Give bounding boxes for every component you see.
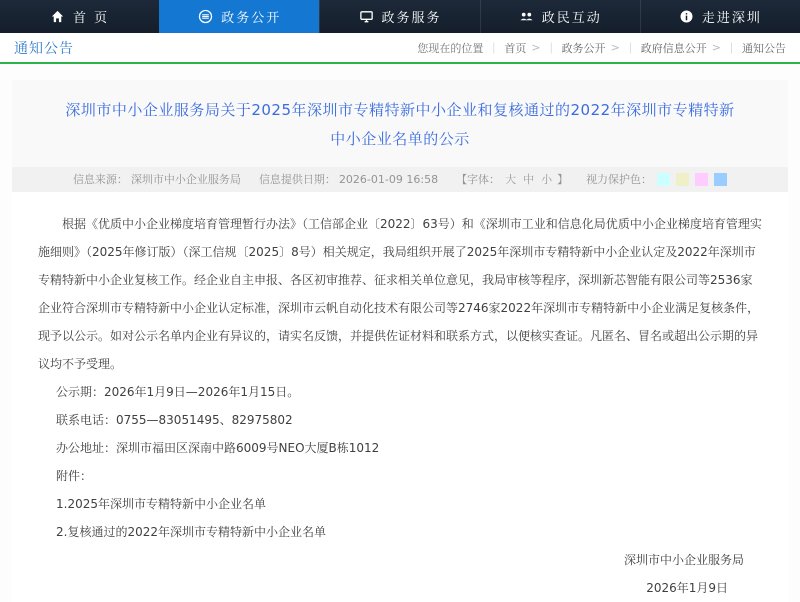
breadcrumb-link-home[interactable]: 首页 xyxy=(504,41,527,55)
people-icon xyxy=(519,9,534,24)
info-source-label: 信息来源： xyxy=(72,173,128,186)
font-switch-close: 】 xyxy=(557,173,569,186)
signature-agency: 深圳市中小企业服务局 xyxy=(623,552,744,567)
home-icon xyxy=(50,9,65,24)
info-source-value: 深圳市中小企业服务局 xyxy=(130,173,241,186)
article-meta-bar xyxy=(12,167,788,192)
attachments-label: 附件： xyxy=(56,468,93,483)
breadcrumb-arrow: > xyxy=(610,41,620,54)
top-navigation xyxy=(0,0,800,33)
font-size-small-button[interactable]: 小 xyxy=(541,173,553,186)
article-paragraph: 根据《优质中小企业梯度培育管理暂行办法》（工信部企业〔2022〕63号）和《深圳市工业和信息化局优质中小企业梯度培育管理实施细则》（2025年修订版）（深工信规〔2025〕8号）相关规定，我局组织开展了2025年深圳市专精特新中小企业认定及2022年深圳市专精特新中小企业复核工作。经企业自主申报、各区初审推荐、征求相关单位意见，我局审核等程序，深圳新芯智能有限公司等2536家企业符合深圳市专精特新中小企业认定标准，深圳市云帆自动化技术有限公司等2746家2022年深圳市专精特新中小企业满足复核条件，现予以公示。如对公示名单内企业有异议的，请实名反馈，并提供佐证材料和联系方式，以便核实查证。凡匿名、冒名或超出公示期的异议均不予受理。 xyxy=(38,216,762,371)
attachment-item-2: 2.复核通过的2022年深圳市专精特新中小企业名单 xyxy=(56,524,326,539)
eye-protect-colors xyxy=(586,171,727,187)
eye-color-swatch-yellow[interactable] xyxy=(676,173,689,186)
nav-item-interaction[interactable] xyxy=(480,0,640,33)
breadcrumb-location-label: 您现在的位置 xyxy=(417,41,484,55)
news-icon xyxy=(198,9,213,24)
eye-color-swatch-pink[interactable] xyxy=(695,173,708,186)
eye-color-swatch-blue[interactable] xyxy=(714,173,727,186)
breadcrumb-separator: ｜ xyxy=(726,41,737,55)
nav-item-label: 走进深圳 xyxy=(701,11,762,26)
article-title-block xyxy=(12,80,788,167)
nav-item-about-shenzhen[interactable] xyxy=(640,0,800,33)
nav-item-label: 政民互动 xyxy=(541,11,602,26)
font-size-medium-button[interactable]: 中 xyxy=(523,173,535,186)
nav-item-label: 政务公开 xyxy=(221,11,282,26)
breadcrumb-arrow: > xyxy=(531,41,541,54)
nav-item-home[interactable] xyxy=(0,0,159,33)
contact-phone: 联系电话：0755—83051495、82975802 xyxy=(56,412,293,427)
article-title: 深圳市中小企业服务局关于2025年深圳市专精特新中小企业和复核通过的2022年深圳市专精特新中小企业名单的公示 xyxy=(65,101,735,149)
breadcrumb-bar xyxy=(0,33,800,64)
publicity-period: 公示期：2026年1月9日—2026年1月15日。 xyxy=(56,384,300,399)
nav-item-label: 政务服务 xyxy=(381,11,442,26)
breadcrumb-separator: ｜ xyxy=(488,41,500,55)
breadcrumb xyxy=(417,40,786,56)
breadcrumb-arrow: > xyxy=(711,41,721,54)
breadcrumb-link-gov-info[interactable]: 政府信息公开 xyxy=(640,41,707,55)
breadcrumb-link-gov-open[interactable]: 政务公开 xyxy=(561,41,606,55)
info-source xyxy=(73,171,241,187)
nav-item-gov-service[interactable] xyxy=(319,0,479,33)
office-address: 办公地址：深圳市福田区深南中路6009号NEO大厦B栋1012 xyxy=(56,440,380,455)
attachment-item-1: 1.2025年深圳市专精特新中小企业名单 xyxy=(56,496,266,511)
signature-date: 2026年1月9日 xyxy=(646,580,728,595)
nav-item-gov-open[interactable] xyxy=(159,0,319,33)
info-date-label: 信息提供日期： xyxy=(258,173,336,186)
page-section-title: 通知公告 xyxy=(14,40,74,57)
eye-protect-label: 视力保护色： xyxy=(586,173,653,186)
eye-color-swatch-cyan[interactable] xyxy=(657,173,670,186)
info-date-value: 2026-01-09 16:58 xyxy=(338,172,439,186)
font-switch-open: 【字体： xyxy=(456,173,501,186)
breadcrumb-separator: ｜ xyxy=(624,41,636,55)
article-body xyxy=(12,192,788,602)
article-card xyxy=(12,80,788,602)
info-date xyxy=(259,171,438,187)
info-icon xyxy=(679,9,694,24)
eye-color-swatches xyxy=(657,173,727,186)
monitor-icon xyxy=(359,9,374,24)
breadcrumb-separator: ｜ xyxy=(545,41,557,55)
nav-item-label: 首 页 xyxy=(73,11,110,26)
font-size-large-button[interactable]: 大 xyxy=(505,173,517,186)
breadcrumb-link-notices[interactable]: 通知公告 xyxy=(742,41,786,55)
font-size-switcher xyxy=(456,171,568,187)
